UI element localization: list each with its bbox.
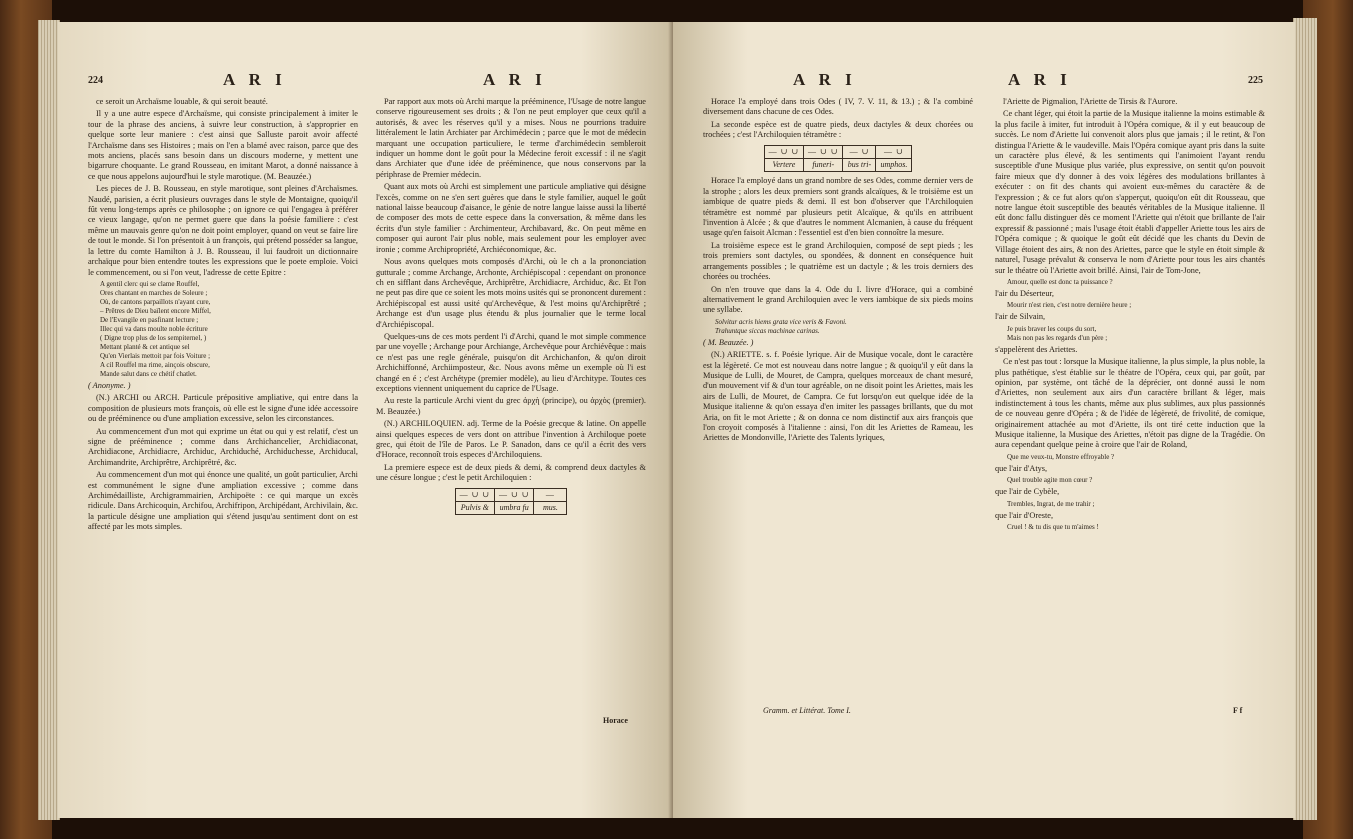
verse-line: Trembles, Ingrat, de me trahir ; xyxy=(1007,499,1095,508)
verse-line: – Prêtres de Dieu baïlent encore Miffel, xyxy=(100,306,211,315)
paragraph: l'air de Silvain, xyxy=(995,312,1046,322)
verse-block xyxy=(100,280,358,379)
footer-signature: Gramm. et Littérat. Tome I. xyxy=(763,706,851,715)
scansion-line-1: Solvitur acris hiems grata vice veris & Favoni. xyxy=(715,317,847,326)
running-head-right-a: A R I xyxy=(793,70,857,89)
paragraph: Ce chant léger, qui étoit la partie de la Musique italienne la moins estimable & la plus facile à imiter, fut introduit à l'Opéra comique, & il y eut beaucoup de succès. Le nom d'Ariette lui convenoit alors plus que jamais ; il le retint, & l'on distingua l'Ariette & le vaudeville. Mais l'Opéra comique ayant pris dans la suite un caractère plus élevé, & les sentiments qui l'animoient l'ayant rendu susceptible d'une Musique plus variée, plus expressive, on sentit qu'on pouvoit faire mieux que d'y donner à des voix légères des modulations brillantes à exécuter : on fit des chants qui avoient eux-mêmes du caractère & de l'expression ; & ce fut alors qu'on s'apperçut, quoiqu'on eût dit Rousseau, que notre langue étoit susceptible des beautés véritables de la Musique italienne. Il eût donc fallu distinguer dès ce moment l'Ariette qui n'étoit que brillante de l'air expressif & passionné ; mais l'usage étoit établi d'appeller Ariette tous les airs de l'Opéra comique ; & quoique le goût eût décidé que les chants du Devin de Village étoient des airs, & non des Ariettes, parce que le style en étoit simple & naturel, l'usage prévalut & conserva le nom d'Ariette pour tous les airs chantés sur le théatre où l'Ariette avoit brillé. Ainsi, l'air de Tom-Jone, xyxy=(995,109,1265,275)
paragraph: Horace l'a employé dans un grand nombre de ses Odes, comme dernier vers de la strophe ; alors les deux premiers sont grands alcaïques, & le troisième est un iambique de quatre pieds & demi. Il est bon d'observer que l'Archiloquien tétramètre est nommé par plusieurs petit Alcaïque, & qu'ils en attribuent l'invention à Alcée ; & que d'autres le nomment Alcmanien, à cause du fréquent usage qu'en faisoit Alcman : l'essentiel est d'en bien connoître la mesure. xyxy=(703,176,973,238)
metre-cell: — ∪ xyxy=(843,145,876,158)
signature-beauzee: ( M. Beauzée. ) xyxy=(703,337,754,347)
paragraph: Horace l'a employé dans trois Odes ( IV, 7. V. 11, & 13.) ; & l'a combiné diversement dans chacune de ces Odes. xyxy=(703,97,973,117)
paragraph: La seconde espèce est de quatre pieds, deux dactyles & deux chorées ou trochées ; c'est l'Archiloquien tétramètre : xyxy=(703,119,973,140)
paragraph: La troisième espece est le grand Archiloquien, composé de sept pieds ; les trois premiers sont dactyles, ou spondées, & donnent en conséquence huit arrangements possibles ; le quatrième est un dactyle ; & les trois derniers des chorées ou trochées. xyxy=(703,240,973,282)
left-column-2 xyxy=(376,97,646,519)
verse-line: Que me veux-tu, Monstre effroyable ? xyxy=(1007,452,1115,461)
paragraph: s'appelèrent des Ariettes. xyxy=(995,344,1078,354)
paragraph: Ce n'est pas tout : lorsque la Musique italienne, la plus simple, la plus noble, la plus pathétique, s'est établie sur le théatre de l'Opéra, ceux qui, par goût, par opinion, par système, ont tâché de la déprécier, ont donné aussi le nom d'Ariettes, non seulement aux airs d'un caractère brillant & léger, mais indistinctement à tous les chants, même aux plus sublimes, aux plus passionnés de ce nouveau genre d'Opéra ; & de l'idée de légèreté, de frivolité, de comique, originairement attachée au mot d'Ariette, ils ont tiré cette induction que la Musique italienne, la Musique des Ariettes, n'étoit pas digne de la Tragédie. On aura cependant quelque peine à croire que l'air de Roland, xyxy=(995,357,1265,450)
paragraph: Nous avons quelques mots composés d'Archi, où le ch a la prononciation gutturale ; comme Archange, Archonte, Archiépiscopal : cependant on prononce ch en sifflant dans Archevêque, Archiprêtre, Archidiacre, Archiduc, &c. Et l'on ne peut pas dire que ce soient les mots moins usités qui se prononcent durement : Archiépiscopal est aussi usité qu'Archevêque, & l'est moins qu'Archiprêtré ; Archange est d'un usage plus étendu & plus journalier que le terme local d'Archiépiscopal. xyxy=(376,257,646,329)
word-cell: Vertere xyxy=(764,159,803,172)
paragraph: l'Ariette de Pigmalion, l'Ariette de Tirsis & l'Aurore. xyxy=(1003,97,1178,106)
paragraph: Au commencement d'un mot qui exprime un état ou qui y est relatif, c'est un signe de prééminence ; comme dans Archichancelier, Archidiaconat, Archidiacone, Archidiacre, Archiduc, Archiduché, Archiduchesse, Archiducal, Archimandrite, Archiprêtre, Archiprêtré, &c. xyxy=(88,426,358,467)
paragraph: ce seroit un Archaïsme louable, & qui seroit beauté. xyxy=(96,97,268,106)
word-cell: umbra fu xyxy=(495,502,534,515)
paragraph: Il y a une autre espece d'Archaïsme, qui consiste principalement à imiter le tour de la phrase des anciens, à suivre leur construction, à s'approprier en quelque sorte leur maniere : c'est ainsi que Salluste paroit avoir affecté l'Archaïsme dans ses Histoires ; mais on l'en a blamé avec raison, parce que des mots anciens, placés sans besoin dans un discours moderne, y mettent une bigarrure choquante. Le grand Rousseau, en imitant Marot, a donné naissance à ce que nous appelons aujourd'hui le style marotique. (M. Beauzée.) xyxy=(88,109,358,181)
verse-line: Mettant planté & cet antique sel xyxy=(100,342,190,351)
verse-line: Qu'en Vierlais mettoit par fois Voiture ; xyxy=(100,351,211,360)
verse-line: Ores chantant en marches de Soleure ; xyxy=(100,288,208,297)
word-cell: umphos. xyxy=(876,159,912,172)
metre-cell: — ∪ xyxy=(876,145,912,158)
verse-line: Illec qui va dans moulte noble écriture xyxy=(100,324,208,333)
word-cell: mus. xyxy=(534,502,567,515)
paragraph: (N.) ARCHILOQUIEN. adj. Terme de la Poésie grecque & latine. On appelle ainsi quelques especes de vers dont on attribue l'invention à Archiloque poete grec, qui étoit de l'île de Paros. Le P. Sanadon, dans ce qu'il a écrit des vers d'Horace, reconnoît trois especes d'Archiloquiens. xyxy=(376,419,646,460)
paragraph: (N.) ARCHI ou ARCH. Particule prépositive ampliative, qui entre dans la composition de plusieurs mots françois, où elle est le signe d'une idée accessoire ou de prééminence ou d'une ampliation excessive, selon les circonstances. xyxy=(88,393,358,424)
paragraph: Les pieces de J. B. Rousseau, en style marotique, sont pleines d'Archaïsmes. Naudé, parisien, a écrit plusieurs ouvrages dans le style de Montaigne, quoiqu'il fût venu long-temps après ce philosophe ; on ignore ce qui l'engagea à préférer ce vieux langage, qu'on ne permet guere que dans la poésie familiere : c'est même un mauvais genre qu'on ne doit point employer, quand on veut se faire lire de tout le monde. Si l'on présentoit à un françois, qui prétend posséder sa langue, la lettre du comte Hamilton à J. B. Rousseau, il lui faudroit un dictionnaire archaïque pour bien entendre toutes les expressions que le poete emploie. Voici le commencement, ou si l'on veut, l'adresse de cette Epitre : xyxy=(88,184,358,277)
verse-line: Je puis braver les coups du sort, xyxy=(1007,324,1097,333)
paragraph: que l'air de Cybèle, xyxy=(995,487,1060,497)
paragraph: que l'air d'Oreste, xyxy=(995,510,1054,520)
verse-line: Cruel ! & tu dis que tu m'aimes ! xyxy=(1007,523,1099,531)
verse-line: Mais non pas les regards d'un père ; xyxy=(1007,333,1108,342)
running-head-right-b: A R I xyxy=(1008,70,1072,89)
catchword: Horace xyxy=(603,716,628,725)
metre-cell: — ∪ ∪ xyxy=(804,145,843,158)
page-number-right: 225 xyxy=(1248,75,1263,86)
paragraph: Au commencement d'un mot qui énonce une qualité, un goût particulier, Archi est communément le signe d'une ampliation excessive ; comme dans Archimédailliste, Archigrammairien, Archipoëte : ce qui marque un excès ridicule. Dans Archicoquin, Archifou, Archifripon, Archipédant, Archivilain, &c. la particule désigne une ampliation qui s'étend jusqu'au sentiment dont on est affecté par les mots simples. xyxy=(88,470,358,532)
verse-line: De l'Evangile en pasfinant lecture ; xyxy=(100,315,199,324)
scansion-lines xyxy=(715,318,973,336)
left-column-1 xyxy=(88,97,358,535)
word-cell: Pulvis & xyxy=(455,502,494,515)
running-head-left-a: A R I xyxy=(223,70,287,89)
metre-cell: — xyxy=(534,488,567,501)
paragraph: On n'en trouve que dans la 4. Ode du I. livre d'Horace, qui a combiné alternativement le grand Archiloquien avec le vers iambique de six pieds moins une syllabe. xyxy=(703,284,973,315)
paragraph: (N.) ARIETTE. s. f. Poésie lyrique. Air de Musique vocale, dont le caractère est la légèreté. Ce mot est nouveau dans notre langue ; & quoiqu'il y eût dans la Musique de Lulli, de Mouret, de Campra, quelques morceaux de chant mesuré, d'un mouvement vif & d'un tour agréable, on ne disoit point les Ariettes, mais les airs de Lulli, de Mouret, de Campra. Ce fut lorsqu'on eut quelque idée de la Musique italienne & qu'on essaya d'en imiter les passages brillants, que du mot Aria, on fit le mot Ariette ; & on donna ce nom distinctif aux airs françois que l'on croyoit composés à l'italienne : ainsi, l'on dit les Ariettes de Rameau, les Ariettes de Mondonville, l'Ariette des Talents lyriques, xyxy=(703,350,973,443)
scansion-table-petit-archiloquien xyxy=(455,488,568,516)
metre-cell: — ∪ ∪ xyxy=(495,488,534,501)
verse-line: Mande salut dans ce chétif chatlet. xyxy=(100,369,197,378)
page-edges-left xyxy=(38,20,60,820)
paragraph: La premiere espece est de deux pieds & demi, & comprend deux dactyles & une césure longue ; c'est le petit Archiloquien : xyxy=(376,462,646,483)
verse-line: Quel trouble agite mon cœur ? xyxy=(1007,476,1093,485)
verse-line: Amour, quelle est donc ta puissance ? xyxy=(1007,277,1113,286)
verse-line: Où, de cantons parpaillots n'ayant cure, xyxy=(100,297,211,306)
paragraph: Par rapport aux mots où Archi marque la prééminence, l'Usage de notre langue conserve rigoureusement ses droits ; & l'on ne peut employer que ceux qu'il a autorisés, & avec les réserves qu'il y a mises. Nous ne pourrions traduire littéralement le latin Archiater par Archimédecin ; parce que le mot de médecin marquant une occupation particuliere, le terme d'archimédecin sembleroit indiquer un homme dont le goût pour la Médecine feroit excessif : il ne s'agit dans Archiater que d'une idée de prééminence, que nous conservons par la périphrase de Premier médecin. xyxy=(376,97,646,179)
left-page xyxy=(58,22,673,818)
paragraph: Quant aux mots où Archi est simplement une particule ampliative qui désigne l'excès, comme on ne s'en sert guères que dans le style familier, auquel le goût national laisse beaucoup d'aisance, le génie de notre langue laisse aussi la liberté de composer des mots de cette espece dans la conversation, & même dans les écrits d'un style familier : Archimenteur, Archibavard, &c. On peut même en composer qui auront l'air plus noble, mais seulement pour les employer avec ironie ; comme Archipropriété, Archiéconomique, &c. xyxy=(376,182,646,254)
word-cell: funeri- xyxy=(804,159,843,172)
page-number-left: 224 xyxy=(88,75,103,86)
scansion-line-2: Trahuntque siccas machinae carinas. xyxy=(715,326,820,335)
paragraph: Quelques-uns de ces mots perdent l'i d'Archi, quand le mot simple commence par une voyelle ; Archange pour Archiange, Archevêque pour Archiévêque : mais ce n'est pas une regle générale, puisqu'on dit Archichanfon, & qu'on diroit Archichiffonné, Archiimposteur, &c. Nous avons même un exemple où l'i est changé en é ; c'est Archétype (premier modèle), au lieu d'Architype. Toutes ces exceptions viennent uniquement du caprice de l'Usage. xyxy=(376,331,647,393)
page-edges-right xyxy=(1293,18,1317,820)
verse-line: A gentil clerc qui se clame Rouffel, xyxy=(100,279,200,288)
word-cell: bus tri- xyxy=(843,159,876,172)
scansion-table-tetrametre xyxy=(764,145,913,173)
verse-line: Mourir n'est rien, c'est notre dernière heure ; xyxy=(1007,301,1132,310)
paragraph: que l'air d'Atys, xyxy=(995,463,1048,473)
verse-line: ( Digne trop plus de los sempiternel, ) xyxy=(100,333,207,342)
metre-cell: — ∪ ∪ xyxy=(455,488,494,501)
metre-cell: — ∪ ∪ xyxy=(764,145,803,158)
signature-anonyme: ( Anonyme. ) xyxy=(88,380,131,390)
right-column-2 xyxy=(995,97,1265,534)
paragraph: l'air du Déserteur, xyxy=(995,288,1054,298)
verse-line: A cil Rouffel ma rime, ainçois obscure, xyxy=(100,360,210,369)
right-page xyxy=(673,22,1295,818)
paragraph: Au reste la particule Archi vient du grec ἀρχὴ (principe), ou ἀρχὸς (premier). M. Beauzée.) xyxy=(376,396,646,416)
sheet-signature: F f xyxy=(1233,706,1243,715)
right-column-1 xyxy=(703,97,973,446)
running-head-left-b: A R I xyxy=(483,70,547,89)
